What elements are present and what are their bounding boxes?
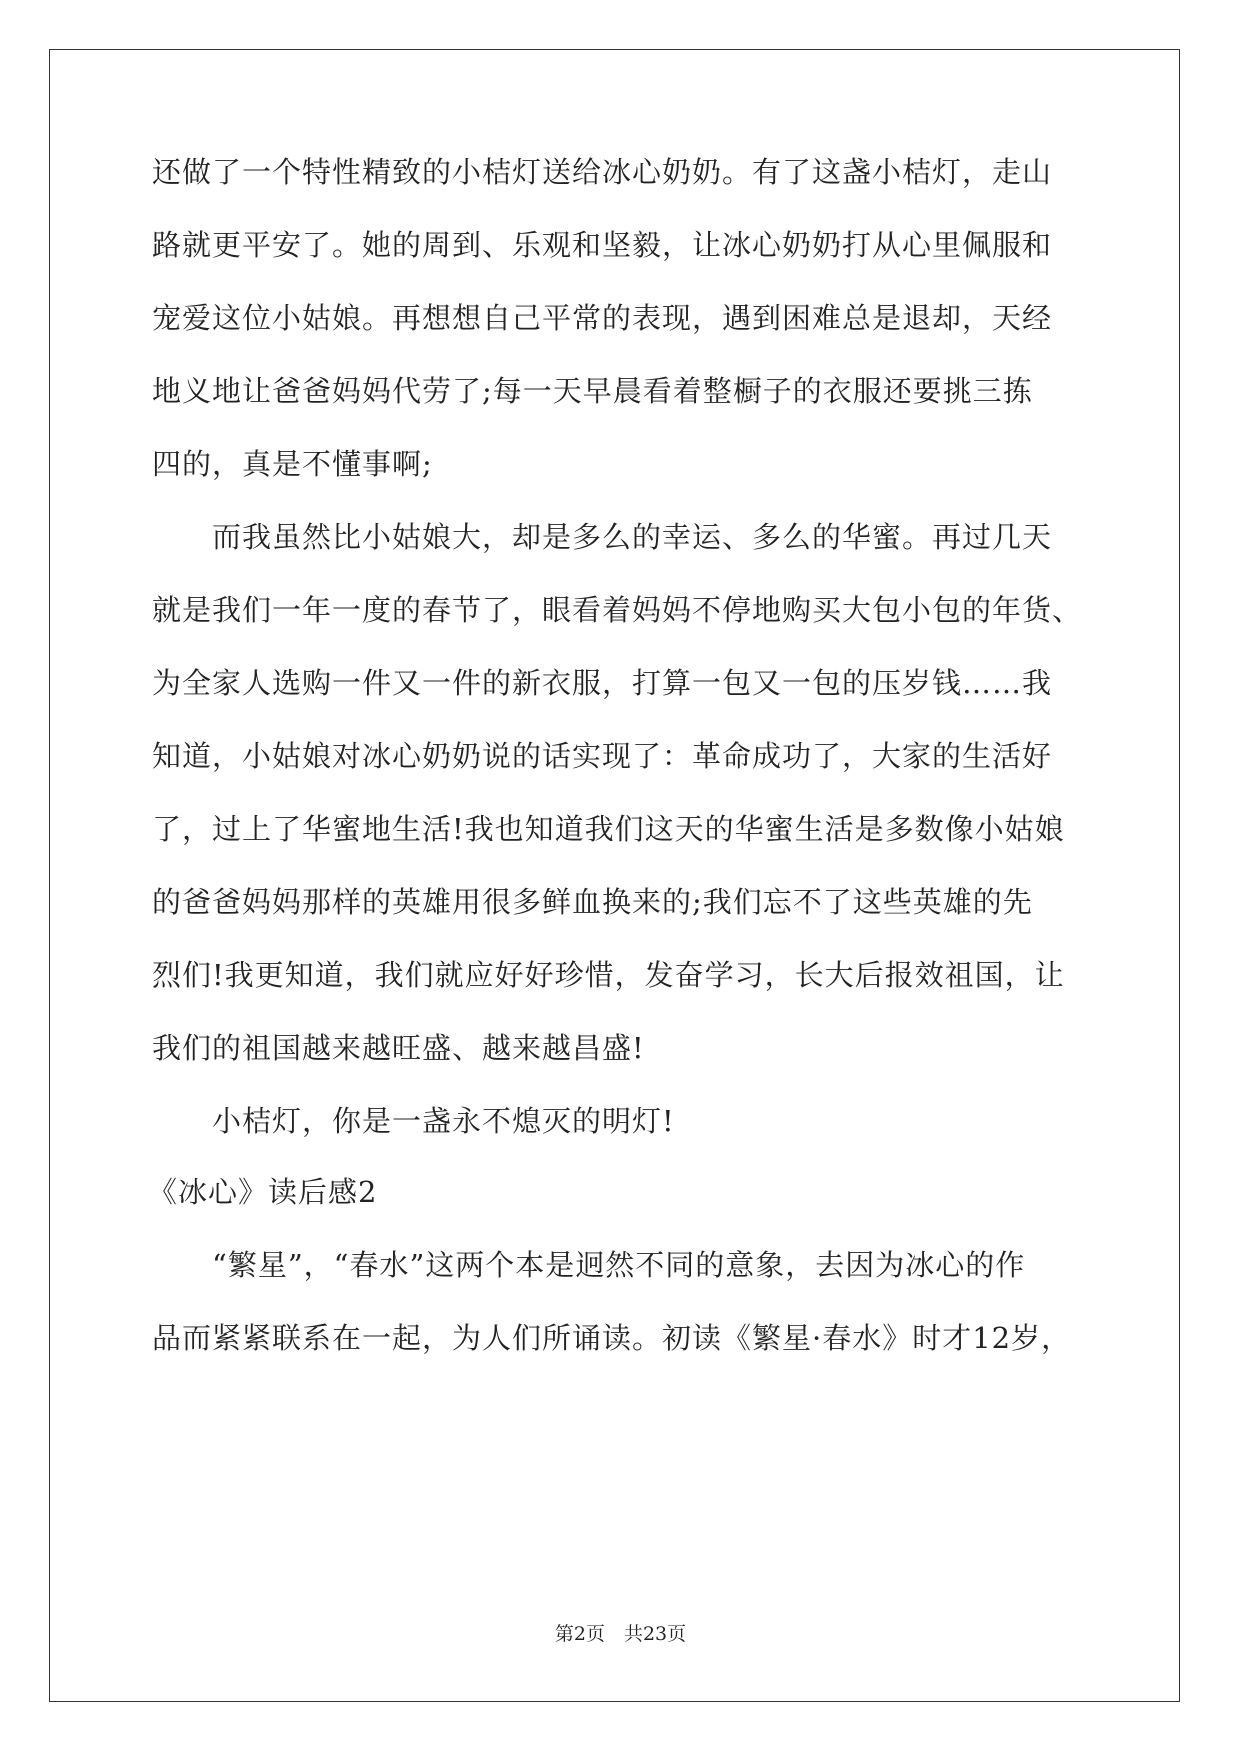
text-line-4: 地义地让爸爸妈妈代劳了;每一天早晨看着整橱子的衣服还要挑三拣 xyxy=(152,374,1033,408)
text-line-9: 知道，小姑娘对冰心奶奶说的话实现了：革命成功了，大家的生活好 xyxy=(152,739,1053,773)
page-number-footer: 第2页 共23页 xyxy=(554,1623,687,1645)
text-line-7: 就是我们一年一度的春节了，眼看着妈妈不停地购买大包小包的年货、 xyxy=(152,593,1083,627)
text-line-16: “繁星”，“春水”这两个本是迥然不同的意象，去因为冰心的作 xyxy=(152,1248,1026,1282)
text-line-12: 烈们!我更知道，我们就应好好珍惜，发奋学习，长大后报效祖国，让 xyxy=(152,958,1065,992)
text-line-5: 四的，真是不懂事啊; xyxy=(152,447,433,481)
text-line-2: 路就更平安了。她的周到、乐观和坚毅，让冰心奶奶打从心里佩服和 xyxy=(152,228,1053,262)
text-line-13: 我们的祖国越来越旺盛、越来越昌盛! xyxy=(152,1031,645,1065)
text-line-3: 宠爱这位小姑娘。再想想自己平常的表现，遇到困难总是退却，天经 xyxy=(152,301,1053,335)
page-border xyxy=(49,49,1180,1702)
text-line-10: 了，过上了华蜜地生活!我也知道我们这天的华蜜生活是多数像小姑娘 xyxy=(152,812,1065,846)
text-line-1: 还做了一个特性精致的小桔灯送给冰心奶奶。有了这盏小桔灯，走山 xyxy=(152,155,1053,189)
text-line-14: 小桔灯，你是一盏永不熄灭的明灯! xyxy=(152,1104,675,1138)
section-heading: 《冰心》读后感2 xyxy=(148,1175,378,1209)
text-line-6: 而我虽然比小姑娘大，却是多么的幸运、多么的华蜜。再过几天 xyxy=(152,520,1053,554)
text-line-8: 为全家人选购一件又一件的新衣服，打算一包又一包的压岁钱……我 xyxy=(152,666,1053,700)
text-line-17: 品而紧紧联系在一起，为人们所诵读。初读《繁星·春水》时才12岁， xyxy=(152,1321,1072,1355)
text-line-11: 的爸爸妈妈那样的英雄用很多鲜血换来的;我们忘不了这些英雄的先 xyxy=(152,885,1033,919)
